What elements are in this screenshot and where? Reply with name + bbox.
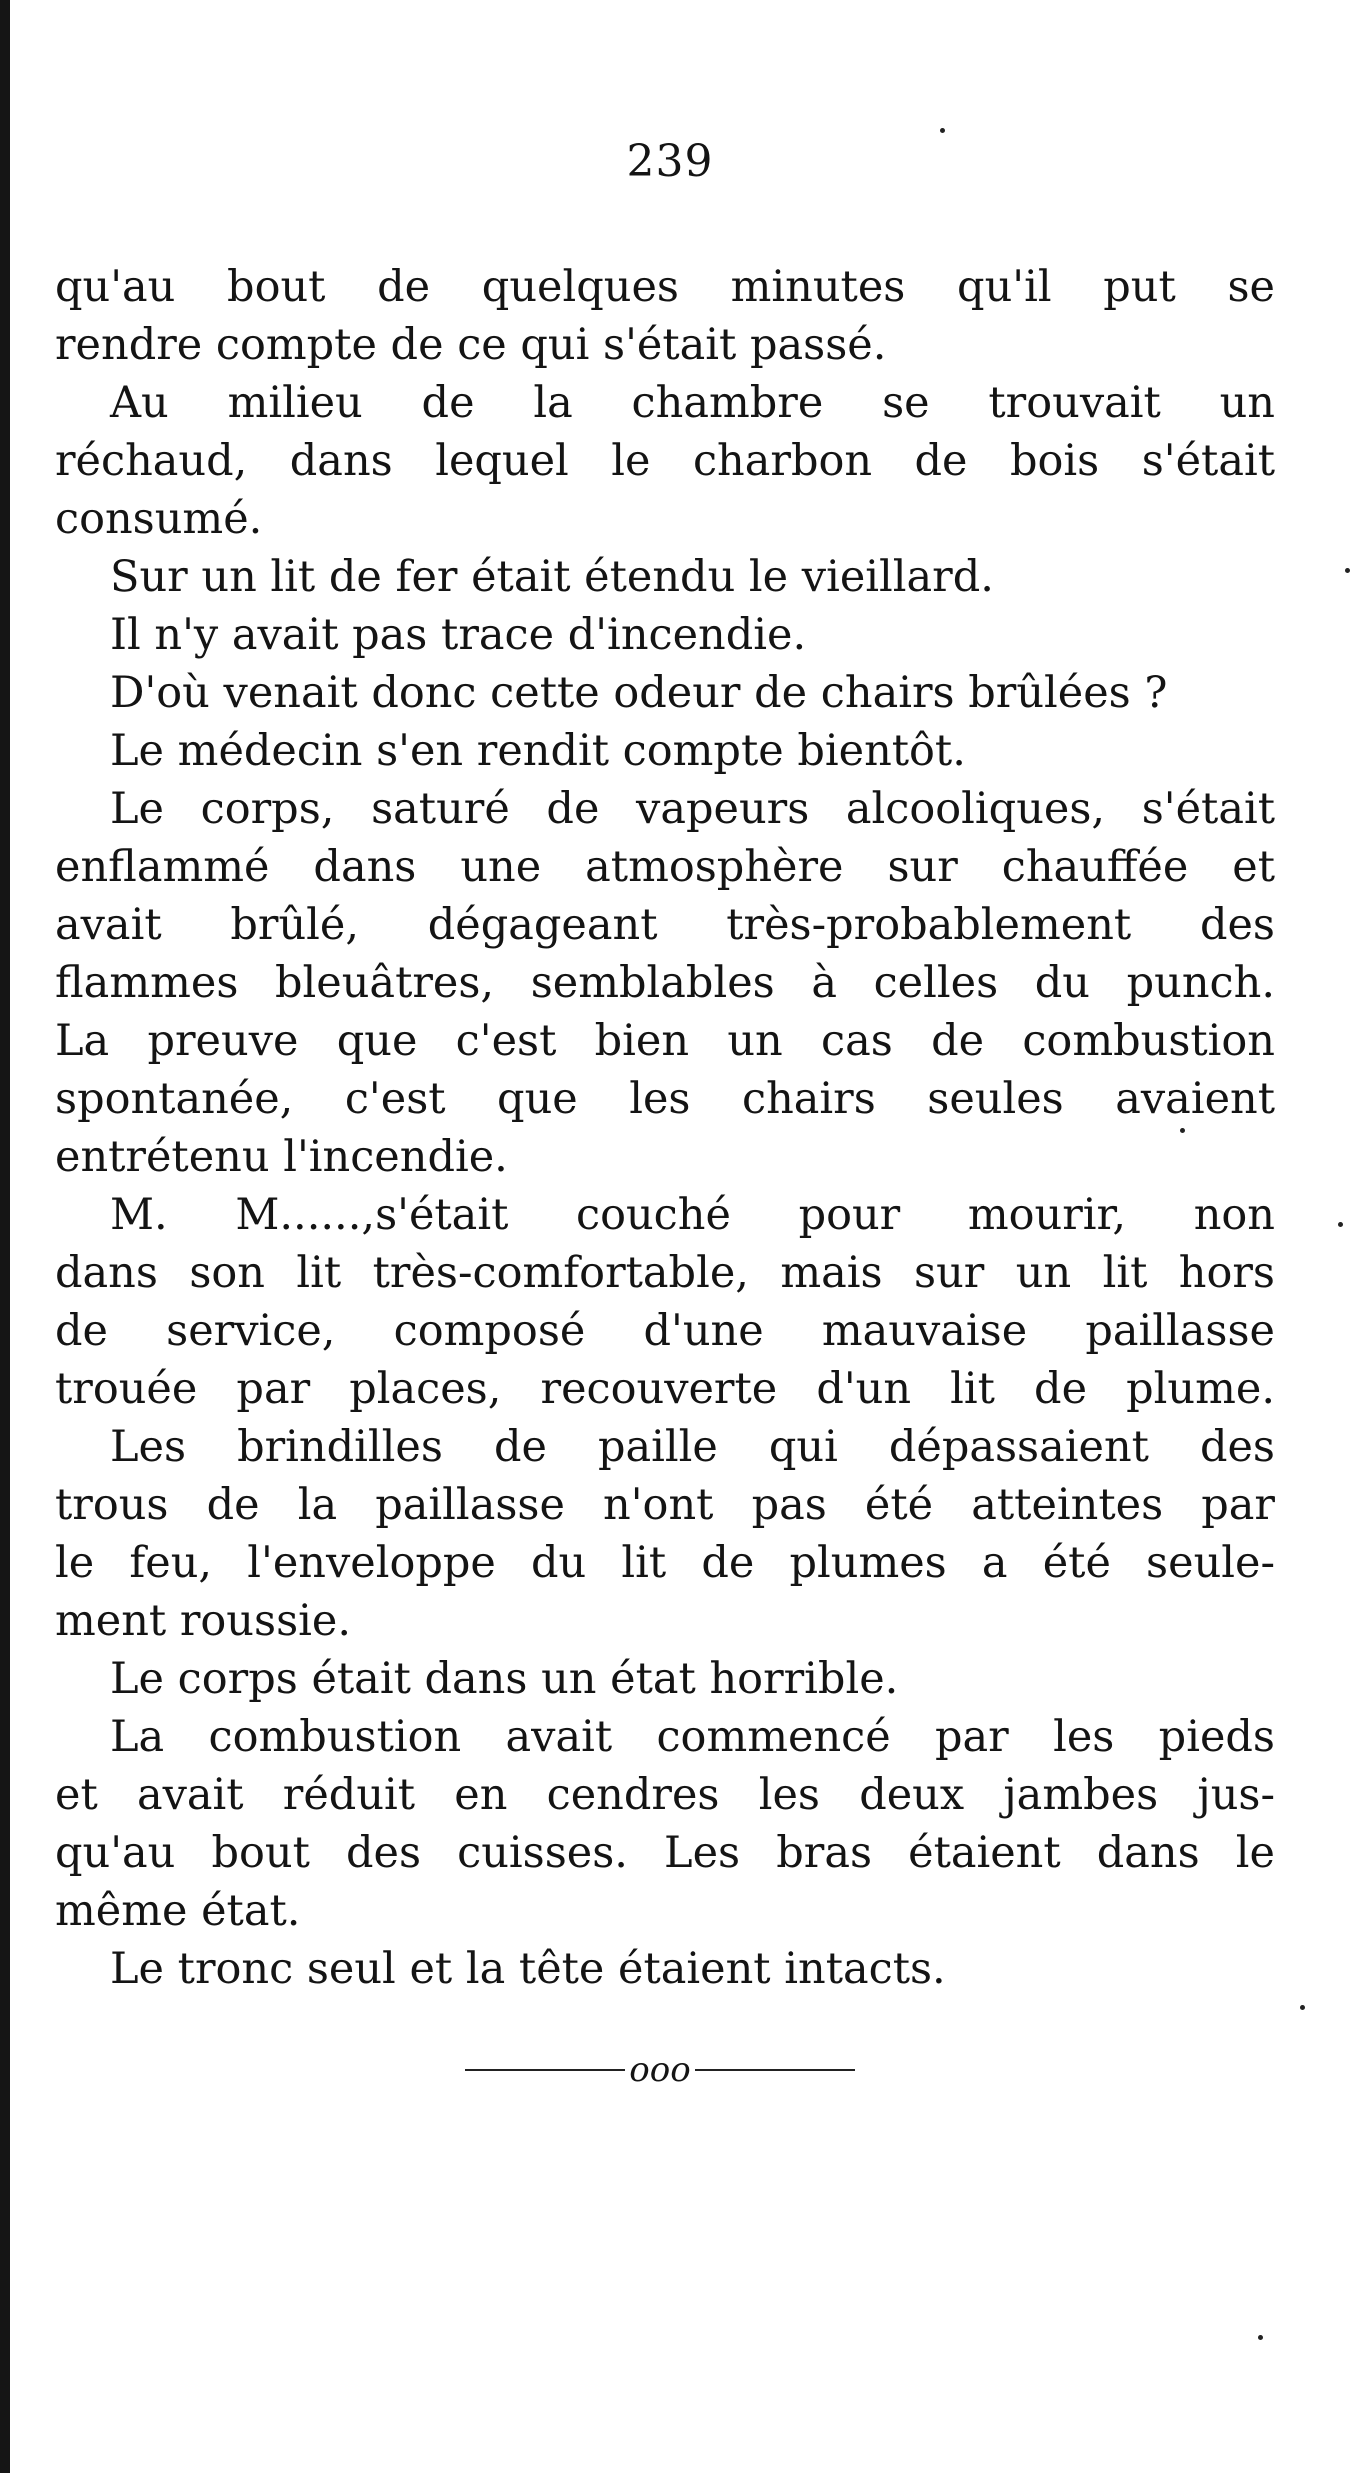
separator-rule-left: [465, 2069, 625, 2071]
print-speck: [940, 128, 945, 133]
text-line: Sur un lit de fer était étendu le vieillard.: [110, 552, 994, 602]
print-speck: [1338, 1222, 1343, 1227]
text-line: trous de la paillasse n'ont pas été atteintes par: [55, 1480, 1275, 1530]
text-line: même état.: [55, 1886, 301, 1936]
text-line: qu'au bout de quelques minutes qu'il put se: [55, 262, 1275, 312]
print-speck: [1300, 2005, 1305, 2010]
text-line: Le médecin s'en rendit compte bientôt.: [110, 726, 966, 776]
text-line: dans son lit très-comfortable, mais sur un lit hors: [55, 1248, 1275, 1298]
text-line: M. M......,s'était couché pour mourir, non: [110, 1190, 1275, 1240]
text-line: rendre compte de ce qui s'était passé.: [55, 320, 887, 370]
print-speck: [1180, 1128, 1185, 1133]
print-speck: [1258, 2335, 1263, 2340]
text-line: Le corps était dans un état horrible.: [110, 1654, 899, 1704]
text-line: Au milieu de la chambre se trouvait un: [110, 378, 1275, 428]
text-line: D'où venait donc cette odeur de chairs brûlées ?: [110, 668, 1168, 718]
separator-rule-right: [695, 2069, 855, 2071]
text-line: enflammé dans une atmosphère sur chauffée et: [55, 842, 1275, 892]
text-line: Il n'y avait pas trace d'incendie.: [110, 610, 807, 660]
page-number: 239: [626, 136, 714, 187]
text-line: Le corps, saturé de vapeurs alcooliques, s'était: [110, 784, 1275, 834]
text-line: ment roussie.: [55, 1596, 352, 1646]
text-line: Le tronc seul et la tête étaient intacts.: [110, 1944, 946, 1994]
text-line: spontanée, c'est que les chairs seules avaient: [55, 1074, 1275, 1124]
text-line: Les brindilles de paille qui dépassaient des: [110, 1422, 1275, 1472]
text-line: avait brûlé, dégageant très-probablement des: [55, 900, 1275, 950]
text-line: La preuve que c'est bien un cas de combustion: [55, 1016, 1275, 1066]
section-separator: [450, 2040, 870, 2100]
text-line: qu'au bout des cuisses. Les bras étaient dans le: [55, 1828, 1275, 1878]
text-line: consumé.: [55, 494, 263, 544]
print-speck: [1345, 568, 1350, 573]
text-line: de service, composé d'une mauvaise paillasse: [55, 1306, 1275, 1356]
text-line: et avait réduit en cendres les deux jambes jus-: [55, 1770, 1275, 1820]
text-line: La combustion avait commencé par les pieds: [110, 1712, 1275, 1762]
text-line: flammes bleuâtres, semblables à celles du punch.: [55, 958, 1275, 1008]
text-line: réchaud, dans lequel le charbon de bois s'était: [55, 436, 1275, 486]
separator-mark: ooo: [629, 2050, 691, 2090]
text-line: le feu, l'enveloppe du lit de plumes a été seule-: [55, 1538, 1275, 1588]
text-line: trouée par places, recouverte d'un lit de plume.: [55, 1364, 1275, 1414]
text-line: entrétenu l'incendie.: [55, 1132, 508, 1182]
